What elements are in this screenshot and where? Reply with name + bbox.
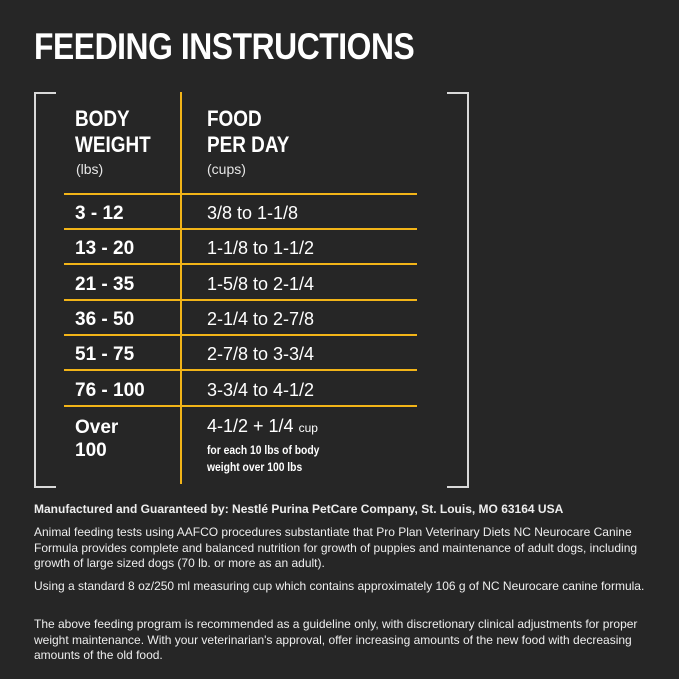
measuring-cup-paragraph: Using a standard 8 oz/250 ml measuring cup which contains approximately 106 g of NC Neurocare canine formula. (34, 579, 645, 593)
row-divider (64, 228, 417, 230)
weight-unit: (lbs) (76, 161, 104, 177)
last-row-food (207, 416, 318, 437)
row-divider (64, 369, 417, 371)
feeding-tests-paragraph: Animal feeding tests using AAFCO procedures substantiate that Pro Plan Veterinary Diets NC Neurocare Canine Formula provides complete and balanced nutrition for growth of puppies and maintenance of adult dogs, including growth of large sized dogs (70 lb. or more as an adult). (34, 525, 638, 570)
last-row-note (207, 442, 319, 476)
weight-header (75, 106, 151, 158)
guideline-paragraph: The above feeding program is recommended as a guideline only, with discretionary clinical adjustments for proper weight maintenance. With your veterinarian's approval, offer increasing amounts of the new food with decreasing amounts of the old food. (34, 617, 638, 662)
last-row-weight-line2: 100 (75, 440, 107, 461)
table-row-weight: 76 - 100 (75, 380, 145, 401)
table-row-food: 1-1/8 to 1-1/2 (207, 238, 315, 258)
weight-header-line2: WEIGHT (75, 132, 151, 157)
table-row-food: 2-1/4 to 2-7/8 (207, 309, 315, 329)
row-divider (64, 405, 417, 407)
last-row-food-amount: 4-1/2 + 1/4 (207, 416, 294, 436)
food-header-line1: FOOD (207, 106, 262, 131)
column-divider (180, 92, 182, 484)
row-divider (64, 263, 417, 265)
table-row-weight: 51 - 75 (75, 344, 135, 365)
table-row-weight: 13 - 20 (75, 238, 135, 259)
row-divider (64, 334, 417, 336)
table-row-food: 1-5/8 to 2-1/4 (207, 274, 315, 294)
table-row-food: 3-3/4 to 4-1/2 (207, 380, 315, 400)
table-left-bracket (34, 92, 56, 488)
food-unit: (cups) (207, 161, 246, 177)
page-title: FEEDING INSTRUCTIONS (34, 26, 415, 67)
row-divider (64, 193, 417, 195)
table-row-food: 2-7/8 to 3-3/4 (207, 344, 315, 364)
weight-header-line1: BODY (75, 106, 130, 131)
manufacturer-line: Manufactured and Guaranteed by: Nestlé Purina PetCare Company, St. Louis, MO 63164 USA (34, 502, 564, 516)
food-header-line2: PER DAY (207, 132, 290, 157)
last-row-note-line1: for each 10 lbs of body (207, 443, 320, 457)
table-row-weight: 21 - 35 (75, 274, 135, 295)
last-row-weight-line1: Over (75, 417, 119, 438)
table-row-food: 3/8 to 1-1/8 (207, 203, 299, 223)
table-row-weight: 36 - 50 (75, 309, 135, 330)
table-right-bracket (447, 92, 469, 488)
table-row-weight: 3 - 12 (75, 203, 124, 224)
row-divider (64, 299, 417, 301)
last-row-weight (75, 416, 118, 462)
last-row-food-unit: cup (298, 421, 318, 435)
last-row-note-line2: weight over 100 lbs (207, 460, 303, 474)
food-header (207, 106, 289, 158)
